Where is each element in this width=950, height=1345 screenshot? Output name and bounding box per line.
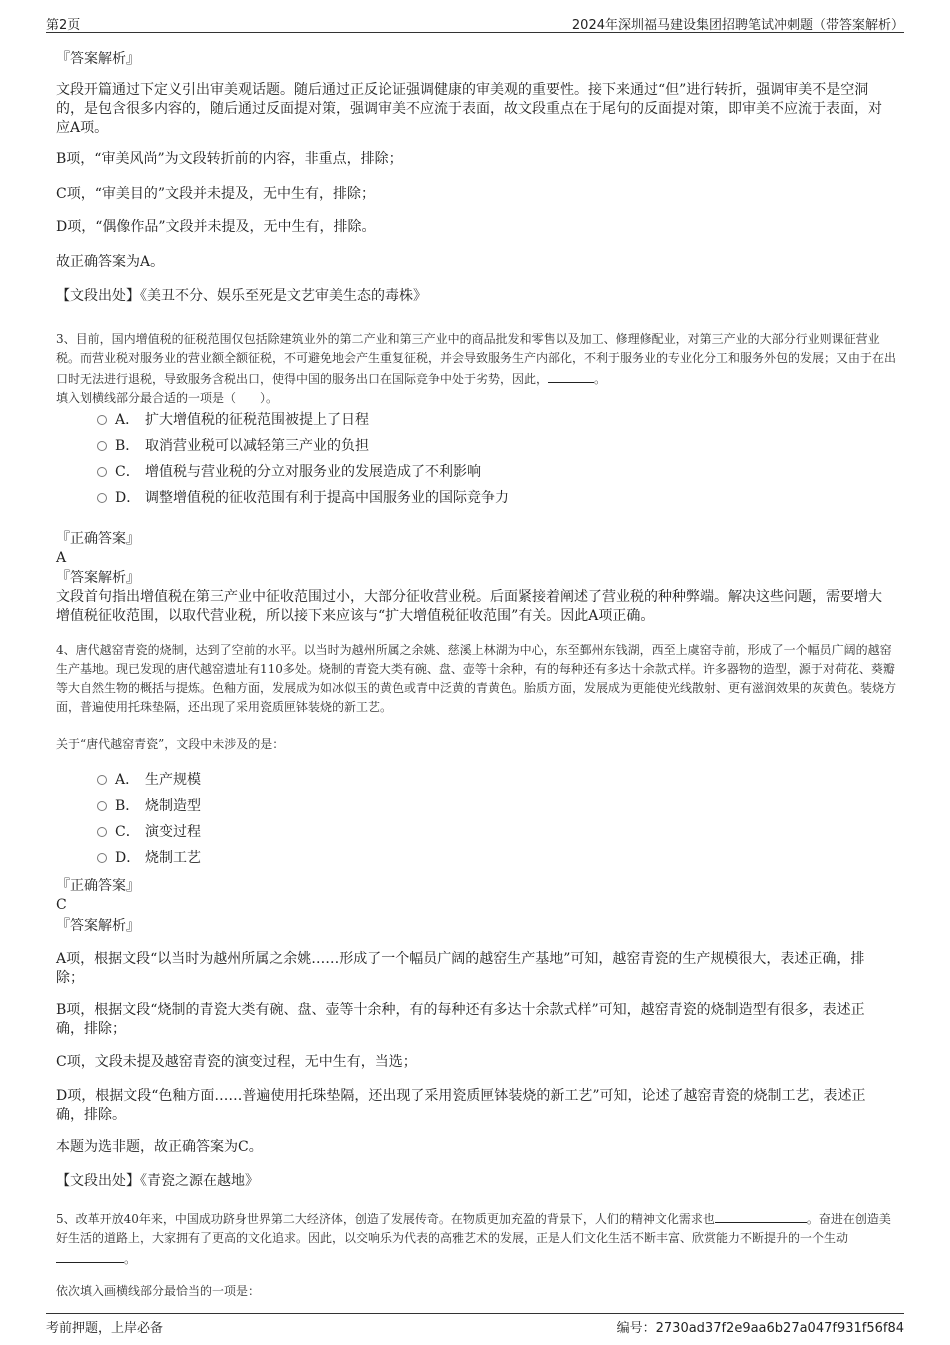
- analysis-label: 『答案解析』: [56, 918, 140, 934]
- radio-icon[interactable]: [97, 827, 107, 837]
- question-3-end: 。: [594, 372, 607, 386]
- analysis-d: D项，“偶像作品”文段并未提及，无中生有，排除。: [56, 219, 376, 235]
- source-title: 《青瓷之源在越地》: [140, 1173, 259, 1189]
- answer-blank: [56, 1248, 124, 1263]
- analysis-c: C项，“审美目的”文段并未提及，无中生有，排除；: [56, 186, 376, 202]
- question-5-end: 。: [124, 1252, 137, 1266]
- option-3-b[interactable]: B． 取消营业税可以减轻第三产业的负担: [97, 437, 369, 455]
- conclusion: 本题为选非题，故正确答案为C。: [56, 1139, 263, 1155]
- option-3-d[interactable]: D． 调整增值税的征收范围有利于提高中国服务业的国际竞争力: [97, 489, 509, 507]
- radio-icon[interactable]: [97, 801, 107, 811]
- radio-icon[interactable]: [97, 441, 107, 451]
- question-4-prompt: 关于“唐代越窑青瓷”，文段中未涉及的是：: [56, 737, 285, 751]
- analysis-text: 文段首句指出增值税在第三产业中征收范围过小，大部分征收营业税。后面紧接着阐述了营业税的种种弊端。解决这些问题，需要增大增值税征收范围，以取代营业税，所以接下来应该与“扩大增值税征收范围”有关。因此A项正确。: [56, 589, 882, 624]
- document-title: 2024年深圳福马建设集团招聘笔试冲刺题（带答案解析）: [571, 18, 904, 33]
- radio-icon[interactable]: [97, 853, 107, 863]
- conclusion: 故正确答案为A。: [56, 254, 165, 270]
- question-3-stem: [56, 330, 896, 408]
- correct-answer-label: 『正确答案』: [56, 531, 140, 547]
- answer-blank: [715, 1208, 807, 1223]
- source: [56, 287, 886, 306]
- answer-blank: [548, 368, 594, 383]
- source: [56, 1172, 886, 1191]
- correct-answer: C: [56, 897, 67, 913]
- analysis-c: C项，文段未提及越窑青瓷的演变过程，无中生有，当选；: [56, 1054, 417, 1070]
- question-5-prompt: 依次填入画横线部分最恰当的一项是：: [56, 1284, 261, 1298]
- radio-icon[interactable]: [97, 493, 107, 503]
- analysis-b: B项，“审美风尚”为文段转折前的内容，非重点，排除；: [56, 151, 403, 167]
- source-title: 《美丑不分、娱乐至死是文艺审美生态的毒株》: [140, 288, 427, 304]
- question-3-prompt: 填入划横线部分最合适的一项是（ ）。: [56, 391, 279, 405]
- radio-icon[interactable]: [97, 775, 107, 785]
- analysis-b: B项，根据文段“烧制的青瓷大类有碗、盘、壶等十余种，有的每种还有多达十余款式样”可知，越窑青瓷的烧制造型有很多，表述正确，排除；: [56, 1002, 865, 1037]
- footer-slogan: 考前押题，上岸必备: [46, 1321, 164, 1336]
- source-label: 【文段出处】: [56, 1173, 140, 1189]
- analysis-label: 『答案解析』: [56, 51, 140, 67]
- option-4-b[interactable]: B． 烧制造型: [97, 797, 201, 815]
- question-3-text: 3、目前，国内增值税的征税范围仅包括除建筑业外的第二产业和第三产业中的商品批发和零售以及加工、修理修配业，对第三产业的大部分行业则课征营业税。而营业税对服务业的营业额全额征税，不可避免地会产生重复征税，并会导致服务生产内部化，不利于服务业的专业化分工和服务外包的发展；又由于在出口时无法进行退税，导致服务含税出口，使得中国的服务出口在国际竞争中处于劣势，因此，: [56, 332, 897, 386]
- option-4-c[interactable]: C． 演变过程: [97, 823, 201, 841]
- option-3-a[interactable]: A． 扩大增值税的征税范围被提上了日程: [97, 411, 369, 429]
- correct-answer: A: [56, 550, 67, 566]
- question-5-text-a: 5、改革开放40年来，中国成功跻身世界第二大经济体，创造了发展传奇。在物质更加充盈的背景下，人们的精神文化需求也: [56, 1212, 715, 1226]
- page-number: 第2页: [46, 18, 81, 33]
- option-3-c[interactable]: C． 增值税与营业税的分立对服务业的发展造成了不利影响: [97, 463, 481, 481]
- option-4-d[interactable]: D． 烧制工艺: [97, 849, 201, 867]
- page-footer: [46, 1313, 904, 1334]
- question-4-stem: 4、唐代越窑青瓷的烧制，达到了空前的水平。以当时为越州所属之余姚、慈溪上林湖为中心，东至鄞州东钱湖，西至上虞窑寺前，形成了一个幅员广阔的越窑生产基地。现已发现的唐代越窑遗址有110多处。烧制的青瓷大类有碗、盘、壶等十余种，有的每种还有多达十余款式样。许多器物的造型，源于对荷花、葵瓣等大自然生物的概括与提炼。色釉方面，发展成为如冰似玉的黄色或青中泛黄的青黄色。胎质方面，发展成为更能使光线散射、更有滋润效果的灰黄色。装烧方面，普遍使用托珠垫隔，还出现了采用瓷质匣钵装烧的新工艺。: [56, 643, 897, 714]
- option-4-a[interactable]: A． 生产规模: [97, 771, 201, 789]
- radio-icon[interactable]: [97, 467, 107, 477]
- question-5-text-b: 。奋进在创造美好生活的道路上，大家拥有了更高的文化追求。因此，以交响乐为代表的高雅艺术的发展，正是人们文化生活不断丰富、欣赏能力不断提升的一个生动: [56, 1212, 891, 1245]
- page-header: [46, 12, 904, 33]
- analysis-label: 『答案解析』: [56, 570, 140, 586]
- question-5-stem: [56, 1208, 896, 1269]
- radio-icon[interactable]: [97, 415, 107, 425]
- analysis-a: A项，根据文段“以当时为越州所属之余姚……形成了一个幅员广阔的越窑生产基地”可知，越窑青瓷的生产规模很大，表述正确，排除；: [56, 951, 865, 986]
- analysis-d: D项，根据文段“色釉方面……普遍使用托珠垫隔，还出现了采用瓷质匣钵装烧的新工艺”可知，论述了越窑青瓷的烧制工艺，表述正确，排除。: [56, 1088, 866, 1123]
- document-code: 编号：2730ad37f2e9aa6b27a047f931f56f84: [616, 1321, 904, 1336]
- analysis-text: 文段开篇通过下定义引出审美观话题。随后通过正反论证强调健康的审美观的重要性。接下来通过“但”进行转折，强调审美不是空洞的，是包含很多内容的，随后通过反面提对策，强调审美不应流于表面，故文段重点在于尾句的反面提对策，即审美不应流于表面，对应A项。: [56, 82, 882, 136]
- correct-answer-label: 『正确答案』: [56, 878, 140, 894]
- source-label: 【文段出处】: [56, 288, 140, 304]
